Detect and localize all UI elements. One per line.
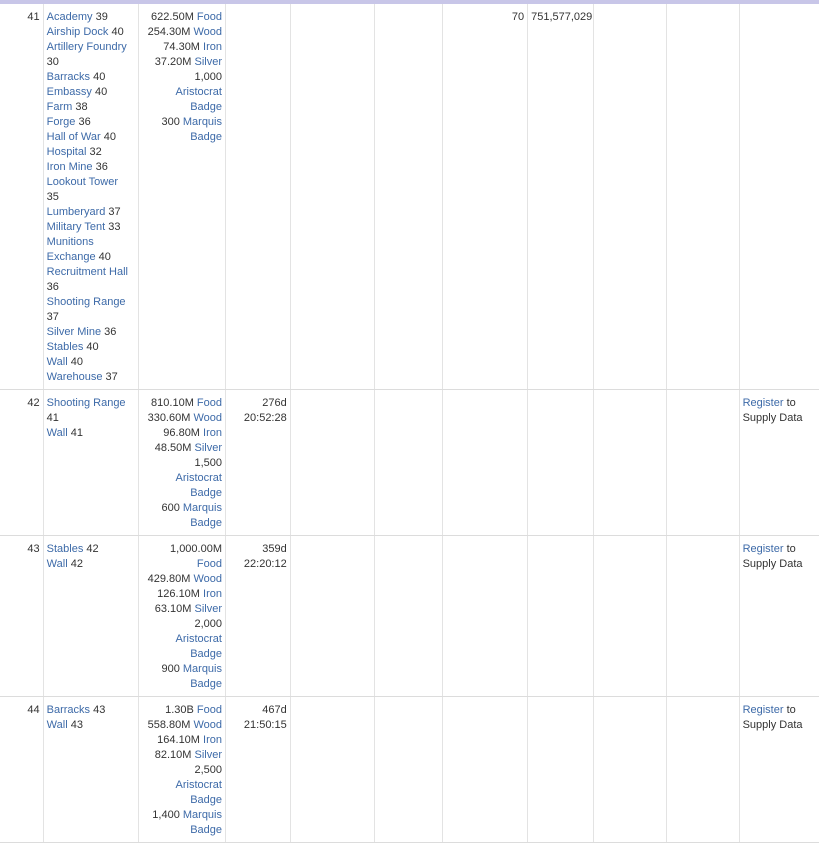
building-link[interactable]: Silver Mine: [46, 326, 102, 338]
cell-line: [142, 662, 222, 677]
supply-data-label: Supply Data: [742, 719, 803, 731]
level-cell: [0, 4, 43, 390]
empty-cell-content: [594, 697, 666, 707]
building-link[interactable]: Barracks: [46, 704, 91, 716]
cell-line: [142, 85, 222, 100]
cost-cell: [138, 536, 225, 697]
register-cell: [739, 4, 819, 390]
empty-cell-content: [375, 4, 442, 14]
building-link[interactable]: Warehouse: [46, 371, 103, 383]
build-time: [226, 4, 290, 14]
resource-link[interactable]: Iron: [203, 588, 222, 600]
power-value: [443, 697, 527, 707]
cell-line: [142, 808, 222, 823]
build-time: [226, 697, 290, 737]
build-time-line: 467d: [262, 704, 287, 716]
cell-line: [47, 100, 135, 115]
cell-line: [142, 718, 222, 733]
cell-line: [47, 411, 135, 426]
empty-cell: [667, 536, 739, 697]
cell-line: [47, 703, 135, 718]
empty-cell: [290, 390, 374, 536]
resource-link[interactable]: Badge: [190, 101, 222, 113]
resource-link[interactable]: Badge: [190, 794, 222, 806]
empty-cell: [374, 390, 442, 536]
resource-link[interactable]: Iron: [203, 427, 222, 439]
cell-line: [47, 718, 135, 733]
cell-line: [47, 426, 135, 441]
building-link[interactable]: Lumberyard: [46, 206, 106, 218]
building-level: 36: [101, 326, 117, 338]
power-cell: [442, 4, 527, 390]
building-level: 42: [83, 543, 99, 555]
cell-line: [47, 220, 135, 235]
requirements-cell: [43, 536, 138, 697]
cell-line: [142, 25, 222, 40]
cost-amount: 600: [161, 502, 183, 514]
total-cell: [528, 697, 594, 843]
empty-cell: [667, 390, 739, 536]
building-link[interactable]: Embassy: [46, 86, 92, 98]
cell-line: [142, 115, 222, 130]
build-time-cell: [226, 4, 291, 390]
building-link[interactable]: Hospital: [46, 146, 87, 158]
cell-line: [142, 778, 222, 793]
resource-link[interactable]: Aristocrat: [175, 779, 222, 791]
level-cell: [0, 390, 43, 536]
cell-line: [47, 85, 135, 100]
cost-amount: 900: [161, 663, 183, 675]
build-time-line: 22:20:12: [243, 558, 287, 570]
building-level: 40: [83, 341, 99, 353]
resource-link[interactable]: Food: [196, 397, 222, 409]
cell-line: [47, 205, 135, 220]
power-value: [443, 536, 527, 546]
cost-amount: 82.10M: [154, 749, 195, 761]
cell-line: [142, 572, 222, 587]
total-value: [528, 536, 593, 546]
cost-amount: 2,000: [194, 618, 222, 630]
cell-line: [142, 516, 222, 531]
cost-amount: 96.80M: [163, 427, 204, 439]
resource-link[interactable]: Food: [196, 558, 222, 570]
cost-cell: [138, 4, 225, 390]
cell-line: [142, 632, 222, 647]
building-link[interactable]: Artillery Foundry: [46, 41, 127, 53]
cell-line: [47, 10, 135, 25]
cost-amount: 74.30M: [163, 41, 204, 53]
cell-line: [47, 160, 135, 175]
total-value: [528, 390, 593, 400]
cost-amount: 1,400: [152, 809, 183, 821]
cell-line: [47, 310, 135, 325]
level-requirements-table: [0, 4, 819, 843]
building-level: 43: [67, 719, 83, 731]
cost-amount: 622.50M: [151, 11, 197, 23]
empty-cell-content: [375, 697, 442, 707]
cell-line: [47, 235, 135, 250]
cell-line: [142, 55, 222, 70]
cell-line: [142, 542, 222, 557]
requirements-list: [44, 390, 138, 445]
empty-cell-content: [291, 536, 374, 546]
cell-line: [47, 115, 135, 130]
cell-line: [47, 265, 135, 280]
resource-link[interactable]: Food: [196, 11, 222, 23]
cell-line: [142, 677, 222, 692]
register-link[interactable]: Register: [742, 543, 784, 555]
table-row: [0, 390, 819, 536]
empty-cell-content: [594, 4, 666, 14]
cell-line: [47, 175, 135, 190]
resource-link[interactable]: Iron: [203, 41, 222, 53]
building-level: 37: [46, 311, 59, 323]
empty-cell-content: [667, 4, 738, 14]
empty-cell-content: [594, 536, 666, 546]
power-cell: [442, 536, 527, 697]
build-time: [226, 536, 290, 576]
cell-line: [142, 40, 222, 55]
cost-amount: 63.10M: [154, 603, 195, 615]
table-row: [0, 536, 819, 697]
cell-line: [142, 471, 222, 486]
empty-cell: [593, 4, 666, 390]
resource-link[interactable]: Aristocrat: [175, 633, 222, 645]
cost-amount: 2,500: [194, 764, 222, 776]
cell-line: [142, 10, 222, 25]
table-row: [0, 697, 819, 843]
building-level: 40: [108, 26, 124, 38]
building-level: 39: [92, 11, 108, 23]
building-link[interactable]: Wall: [46, 719, 68, 731]
cell-line: [47, 280, 135, 295]
cell-line: [142, 557, 222, 572]
register-suffix: to: [783, 543, 796, 555]
power-cell: [442, 390, 527, 536]
cell-line: [47, 355, 135, 370]
resource-link[interactable]: Wood: [193, 26, 222, 38]
cell-line: [47, 396, 135, 411]
build-time-cell: [226, 697, 291, 843]
building-link[interactable]: Hall of War: [46, 131, 101, 143]
empty-cell-content: [667, 536, 738, 546]
building-level: 36: [46, 281, 59, 293]
building-level: 41: [67, 427, 83, 439]
level-value: 41: [27, 11, 40, 23]
cell-line: [142, 100, 222, 115]
building-level: 40: [100, 131, 116, 143]
resource-link[interactable]: Aristocrat: [175, 472, 222, 484]
resource-link[interactable]: Badge: [190, 824, 222, 836]
building-link[interactable]: Stables: [46, 341, 84, 353]
cell-line: [142, 130, 222, 145]
building-link[interactable]: Wall: [46, 558, 68, 570]
resource-link[interactable]: Marquis: [182, 502, 222, 514]
empty-cell: [667, 4, 739, 390]
resource-link[interactable]: Iron: [203, 734, 222, 746]
requirements-cell: [43, 697, 138, 843]
empty-cell-content: [291, 390, 374, 400]
resource-link[interactable]: Food: [196, 704, 222, 716]
cost-amount: 48.50M: [154, 442, 195, 454]
supply-data-label: Supply Data: [742, 412, 803, 424]
cell-line: [142, 486, 222, 501]
empty-cell: [374, 4, 442, 390]
building-level: 33: [105, 221, 121, 233]
cell-line: [47, 370, 135, 385]
empty-cell: [593, 536, 666, 697]
building-link[interactable]: Shooting Range: [46, 296, 126, 308]
register-text: [740, 536, 819, 576]
cost-list: [139, 4, 225, 149]
cell-line: [142, 602, 222, 617]
resource-link[interactable]: Wood: [193, 573, 222, 585]
requirements-list: [44, 4, 138, 389]
building-link[interactable]: Wall: [46, 356, 68, 368]
cell-line: [47, 557, 135, 572]
cell-line: [142, 823, 222, 838]
cost-amount: 330.60M: [147, 412, 194, 424]
empty-cell-content: [291, 697, 374, 707]
cell-line: [142, 411, 222, 426]
build-time-line: 20:52:28: [243, 412, 287, 424]
empty-cell: [374, 697, 442, 843]
cost-amount: 300: [161, 116, 183, 128]
cell-line: [142, 501, 222, 516]
building-level: 37: [102, 371, 118, 383]
requirements-cell: [43, 4, 138, 390]
cost-amount: 254.30M: [147, 26, 194, 38]
building-link[interactable]: Munitions: [46, 236, 94, 248]
level-value: 44: [27, 704, 40, 716]
total-value: 751,577,029: [531, 11, 593, 23]
level-value: 43: [27, 543, 40, 555]
build-time-line: 359d: [262, 543, 287, 555]
level-cell: [0, 536, 43, 697]
register-text: [740, 390, 819, 430]
building-link[interactable]: Iron Mine: [46, 161, 93, 173]
power-value: [443, 390, 527, 400]
build-time-line: 21:50:15: [243, 719, 287, 731]
building-link[interactable]: Farm: [46, 101, 73, 113]
building-level: 30: [46, 56, 59, 68]
empty-cell: [593, 390, 666, 536]
resource-link[interactable]: Marquis: [182, 116, 222, 128]
cell-line: [47, 55, 135, 70]
requirements-cell: [43, 390, 138, 536]
building-level: 42: [67, 558, 83, 570]
cell-line: [47, 340, 135, 355]
table-body: [0, 4, 819, 843]
empty-cell: [593, 697, 666, 843]
cell-line: [142, 70, 222, 85]
building-level: 40: [90, 71, 106, 83]
resource-link[interactable]: Marquis: [182, 663, 222, 675]
cell-line: [142, 647, 222, 662]
cell-line: [142, 617, 222, 632]
requirements-list: [44, 697, 138, 737]
empty-cell: [374, 536, 442, 697]
cost-list: [139, 697, 225, 842]
empty-cell: [290, 697, 374, 843]
cost-amount: 1,000.00M: [170, 543, 222, 555]
resource-link[interactable]: Aristocrat: [175, 86, 222, 98]
table-row: [0, 4, 819, 390]
cell-line: [142, 763, 222, 778]
cell-line: [142, 793, 222, 808]
total-cell: [528, 4, 594, 390]
cost-amount: 164.10M: [157, 734, 204, 746]
building-link[interactable]: Shooting Range: [46, 397, 126, 409]
cost-cell: [138, 697, 225, 843]
resource-link[interactable]: Silver: [194, 603, 222, 615]
empty-cell-content: [667, 697, 738, 707]
resource-link[interactable]: Wood: [193, 412, 222, 424]
cell-line: [47, 25, 135, 40]
cell-line: [47, 295, 135, 310]
cell-line: [47, 542, 135, 557]
building-level: 32: [86, 146, 102, 158]
empty-cell-content: [291, 4, 374, 14]
cell-line: [47, 250, 135, 265]
register-suffix: to: [783, 704, 796, 716]
cost-amount: 1,000: [194, 71, 222, 83]
cost-amount: 1.30B: [165, 704, 197, 716]
cost-amount: 37.20M: [154, 56, 195, 68]
cell-line: [142, 441, 222, 456]
empty-cell: [667, 697, 739, 843]
build-time-line: 276d: [262, 397, 287, 409]
cost-list: [139, 390, 225, 535]
building-link[interactable]: Recruitment Hall: [46, 266, 128, 278]
building-link[interactable]: Military Tent: [46, 221, 106, 233]
supply-data-label: Supply Data: [742, 558, 803, 570]
cell-line: [142, 733, 222, 748]
build-time: [226, 390, 290, 430]
build-time-cell: [226, 536, 291, 697]
building-level: 35: [46, 191, 59, 203]
register-cell: [739, 697, 819, 843]
resource-link[interactable]: Badge: [190, 678, 222, 690]
empty-cell-content: [667, 390, 738, 400]
empty-cell-content: [594, 390, 666, 400]
total-cell: [528, 390, 594, 536]
cost-amount: 810.10M: [151, 397, 197, 409]
resource-link[interactable]: Silver: [194, 442, 222, 454]
cell-line: [142, 396, 222, 411]
resource-link[interactable]: Marquis: [182, 809, 222, 821]
empty-cell: [290, 4, 374, 390]
empty-cell-content: [375, 390, 442, 400]
cell-line: [47, 190, 135, 205]
cell-line: [142, 456, 222, 471]
total-value: [528, 697, 593, 707]
cell-line: [47, 40, 135, 55]
cost-amount: 1,500: [194, 457, 222, 469]
cost-amount: 429.80M: [147, 573, 194, 585]
cell-line: [142, 587, 222, 602]
resource-link[interactable]: Badge: [190, 487, 222, 499]
resource-link[interactable]: Badge: [190, 131, 222, 143]
building-level: 36: [75, 116, 91, 128]
resource-link[interactable]: Badge: [190, 517, 222, 529]
resource-link[interactable]: Silver: [194, 749, 222, 761]
building-level: 40: [67, 356, 83, 368]
cost-amount: 558.80M: [147, 719, 194, 731]
level-value: 42: [27, 397, 40, 409]
building-link[interactable]: Lookout Tower: [46, 176, 119, 188]
building-level: 41: [46, 412, 59, 424]
building-level: 43: [90, 704, 106, 716]
register-cell: [739, 536, 819, 697]
building-level: 40: [91, 86, 108, 98]
building-link[interactable]: Airship Dock: [46, 26, 109, 38]
building-link[interactable]: Stables: [46, 543, 84, 555]
cell-line: [47, 130, 135, 145]
cost-list: [139, 536, 225, 696]
cell-line: [142, 426, 222, 441]
resource-link[interactable]: Wood: [193, 719, 222, 731]
building-link[interactable]: Barracks: [46, 71, 91, 83]
resource-link[interactable]: Badge: [190, 648, 222, 660]
power-cell: [442, 697, 527, 843]
empty-cell-content: [375, 536, 442, 546]
level-cell: [0, 697, 43, 843]
building-link[interactable]: Exchange: [46, 251, 96, 263]
register-cell: [739, 390, 819, 536]
empty-cell: [290, 536, 374, 697]
building-level: 37: [105, 206, 121, 218]
building-level: 40: [95, 251, 111, 263]
building-link[interactable]: Wall: [46, 427, 68, 439]
building-link[interactable]: Forge: [46, 116, 76, 128]
register-suffix: to: [783, 397, 796, 409]
total-cell: [528, 536, 594, 697]
register-text: [740, 697, 819, 737]
building-level: 36: [92, 161, 108, 173]
resource-link[interactable]: Silver: [194, 56, 222, 68]
power-value: 70: [511, 11, 525, 23]
building-link[interactable]: Academy: [46, 11, 93, 23]
cell-line: [47, 70, 135, 85]
requirements-list: [44, 536, 138, 576]
register-link[interactable]: Register: [742, 704, 784, 716]
building-level: 38: [72, 101, 88, 113]
register-link[interactable]: Register: [742, 397, 784, 409]
cell-line: [142, 703, 222, 718]
build-time-cell: [226, 390, 291, 536]
cost-cell: [138, 390, 225, 536]
register-text: [740, 4, 819, 14]
cell-line: [47, 325, 135, 340]
cost-amount: 126.10M: [157, 588, 204, 600]
cell-line: [47, 145, 135, 160]
cell-line: [142, 748, 222, 763]
